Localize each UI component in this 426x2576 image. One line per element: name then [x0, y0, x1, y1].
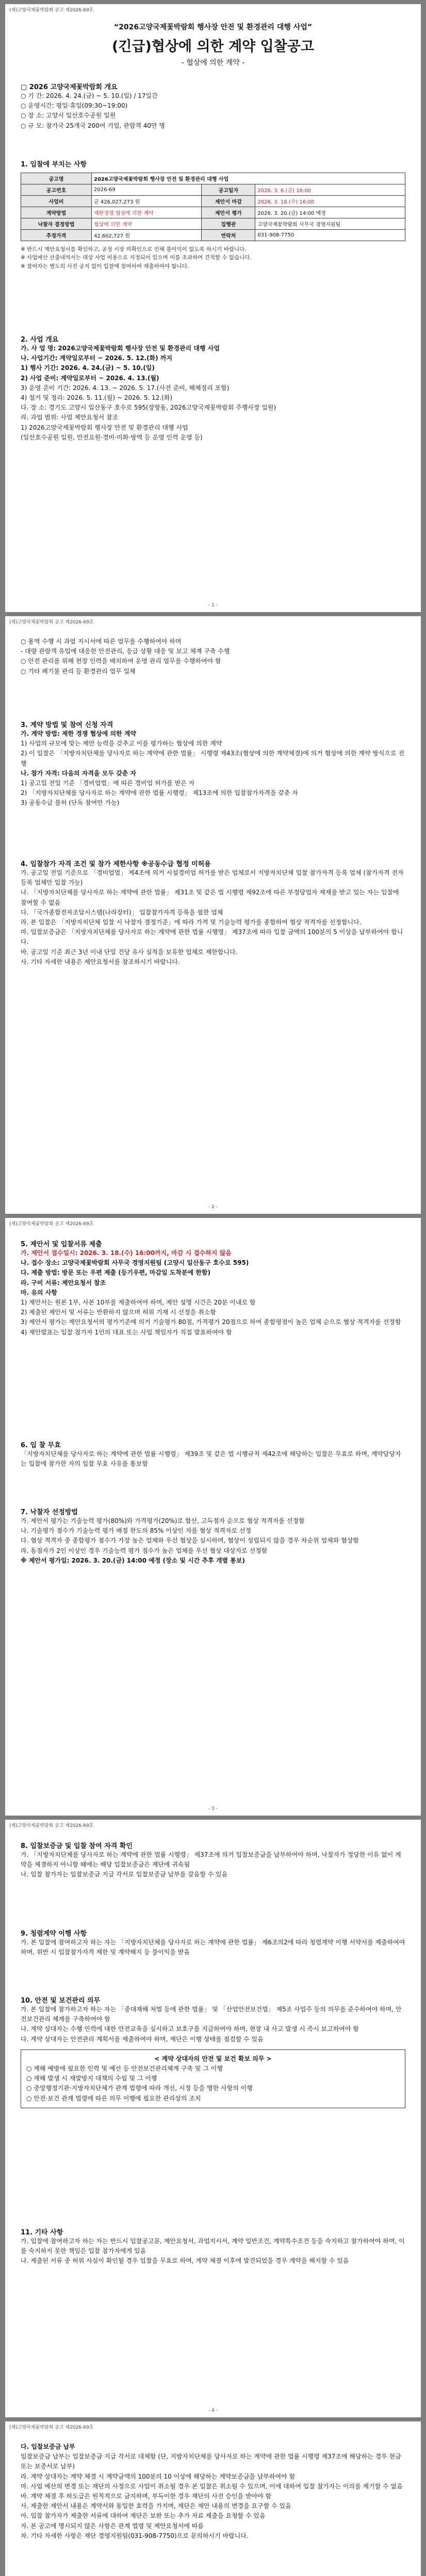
note: ※ 사업예산 산출내역서는 대상 사업 비용으로 지정되어 있으며 이를 초과하여 견적할 수 없습니다.: [21, 255, 252, 261]
list-item: 나. 입찰 참가자는 입찰보증금 지급 각서로 입찰보증금 납부를 갈음할 수 있음: [21, 1871, 228, 1878]
document-page-1: [5, 4, 421, 612]
list-item: 라. 동점자가 2인 이상인 경우 기술능력 평가 점수가 높은 업체를 우선 협상 대상자로 선정함: [21, 1547, 268, 1554]
list-item: 「지방자치단체를 당사자로 하는 계약에 관한 법률 시행령」 제39조 및 같은 법 시행규칙 제42조에 해당하는 입찰은 무효로 하며, 계약담당자는 입찰에 참가한 자의 입찰 무효 사유를 통보함: [21, 1450, 401, 1468]
list-item: 가. 제안서 접수일시: 2026. 3. 18.(수) 16:00까지, 마감 시 접수하지 않음: [21, 1249, 232, 1257]
page-subtitle: - 협상에 의한 계약 -: [181, 59, 245, 67]
note: ※ 반드시 제안요청서를 확인하고, 공정 시장 미확인으로 인해 불이익이 없도록 하시기 바랍니다.: [21, 246, 247, 252]
section-heading: 10. 안전 및 보건관리 의무: [21, 1997, 101, 2005]
bid-info-table: [21, 173, 405, 241]
page-number: - 2 -: [208, 1205, 218, 1210]
list-item: (일산호수공원 일원, 안전요원·경비·미화·방역 등 운영 인력 운영 등): [21, 433, 203, 441]
section-heading: 5. 제안서 및 입찰서류 제출: [21, 1241, 102, 1248]
section-heading: 9. 청렴계약 이행 사항: [21, 1930, 87, 1938]
list-item: 나. 제출된 서류 중 허위 사실이 확인될 경우 입찰을 무효로 하며, 계약 체결 이후에 발견되었을 경우 계약을 해지할 수 있음: [21, 2257, 349, 2265]
table-cell: 공고명: [21, 173, 92, 184]
table-cell: 낙찰자 결정방법: [21, 218, 92, 230]
list-item: 라. 구비 서류: 제안요청서 참조: [21, 1279, 106, 1286]
list-item: 라. 본 입찰은 「지방자치단체 입찰 시 낙찰자 결정기준」에 따라 가격 및 기술능력 평가를 종합하여 협상 적격자를 선정합니다.: [21, 918, 362, 926]
section-heading: 8. 입찰보증금 및 입찰 참여 자격 확인: [21, 1842, 133, 1850]
list-item: ○ 안전 관리를 위해 현장 인력을 배치하여 운영 관리 업무를 수행하여야 함: [21, 657, 221, 665]
list-item: 3) 공동수급 불허 (단독 참여만 가능): [21, 799, 120, 807]
page-header: (재)고양국제꽃박람회 공고 제2026-69호: [9, 2425, 94, 2430]
list-item: ○ 중앙행정기관·지방자치단체가 관계 법령에 따라 개선, 시정 등을 명한 사항의 이행: [26, 2084, 253, 2092]
list-item: 나. 기술평가 점수가 기술능력 평가 배점 한도의 85% 이상인 자를 협상 적격자로 선정: [21, 1527, 252, 1535]
list-item: 라. 계약 상대자는 계약 체결 시 계약금액의 100분의 10 이상에 해당하는 계약보증금을 납부하여야 함: [21, 2472, 296, 2480]
list-item: 사. 기타 자세한 내용은 제안요청서를 참조하시기 바랍니다.: [21, 958, 180, 965]
table-cell: 2026. 3. 18.(수) 16:00: [255, 196, 405, 207]
list-item: 가. 「지방자치단체를 당사자로 하는 계약에 관한 법률 시행령」 제37조에 의거 입찰보증금을 납부하여야 하며, 낙찰자가 정당한 이유 없이 계약을 체결하지 아니할 때에는 해당 입찰보증금은 재단에 귀속됨: [21, 1851, 401, 1869]
section-heading: 2. 사업 개요: [21, 336, 59, 344]
section-heading: 11. 기타 사항: [21, 2229, 63, 2236]
table-row: [21, 218, 405, 230]
page-number: - 4 -: [208, 2408, 218, 2413]
list-item: 가. 제안서 평가는 기술능력 평가(80%)와 가격평가(20%)로 합산, 고득점자 순으로 협상 적격자를 선정함: [21, 1517, 305, 1524]
list-item: 다. 협상 적격자 중 종합평가 점수가 가장 높은 업체와 우선 협상을 실시하며, 협상이 성립되지 않을 경우 차순위 업체와 협상함: [21, 1537, 359, 1545]
note: ※ 제안서 평가일: 2026. 3. 20.(금) 14:00 예정 (장소 및 시간 추후 개별 통보): [21, 1556, 245, 1564]
list-item: ○ 재해 예방에 필요한 인력 및 예산 등 안전보건관리체계 구축 및 그 이행: [26, 2064, 223, 2072]
document-page-3: [5, 1218, 421, 1816]
list-item: 나. 사업기간: 계약일로부터 ~ 2026. 5. 12.(화) 까지: [21, 354, 173, 362]
list-item: 1) 제안서는 원본 1부, 사본 10부를 제출하여야 하며, 제안 설명 시간은 20분 이내로 함: [21, 1298, 256, 1306]
list-item: 다. 입찰보증금 납부: [21, 2443, 75, 2450]
document-page-4: [5, 1820, 421, 2417]
box-title: < 계약 상대자의 안전 및 보건 확보 의무 >: [154, 2055, 272, 2062]
note: ※ 참여자는 별도의 사전 공지 없이 입찰에 참여하여 제출하여야 합니다.: [21, 263, 189, 269]
list-item: 1) 2026고양국제꽃박람회 행사장 안전 및 환경관리 대행 사업: [21, 423, 188, 431]
list-item: 2) 사업 준비: 계약일로부터 ~ 2026. 4. 13.(월): [21, 374, 159, 382]
table-cell: 사업비: [21, 196, 92, 207]
list-item: 가. 사 업 명: 2026고양국제꽃박람회 행사장 안전 및 환경관리 대행 사업: [21, 345, 220, 352]
obligation-box: [21, 2049, 405, 2108]
table-row: [21, 173, 405, 184]
section-heading: 7. 낙찰자 선정방법: [21, 1509, 78, 1516]
list-item: 1) 공고일 전일 기준 「경비업법」에 따른 경비업 허가를 받은 자: [21, 779, 195, 787]
list-item: ○ 안전·보건 관계 법령에 따른 의무 이행에 필요한 관리상의 조치: [26, 2094, 201, 2102]
table-row: [21, 230, 405, 241]
list-item: 다. 계약 상대자는 안전관리 계획서를 제출하여야 하며, 재단은 이행 상태를 점검할 수 있음: [21, 2035, 264, 2043]
list-item: 마. 사업 예산의 변경 또는 재단의 사정으로 사업이 취소될 경우 본 입찰은 취소될 수 있으며, 이에 대하여 입찰 참가자는 이의를 제기할 수 없음: [21, 2482, 403, 2490]
list-item: 자. 본 공고에 명시되지 않은 사항은 관계 법령 및 제안요청서에 따름: [21, 2522, 204, 2530]
section-heading: 6. 입 찰 무효: [21, 1442, 61, 1449]
notice-subject: “2026고양국제꽃박람회 행사장 안전 및 환경관리 대행 사업”: [113, 23, 313, 31]
table-row: [21, 184, 405, 196]
list-item: 입찰보증금 납부는 입찰보증금 지급 각서로 대체함 (단, 지방자치단체를 당사자로 하는 계약에 관한 법률 시행령 제37조에 해당하는 경우 현금 또는 보증서로 납부): [21, 2453, 401, 2470]
list-item: 2) 「지방자치단체를 당사자로 하는 계약에 관한 법률 시행령」 제13조에 의한 입찰참가자격을 갖춘 자: [21, 789, 298, 797]
list-item: 4) 철거 및 정리: 2026. 5. 11.(월) ~ 2026. 5. 12.(화): [21, 394, 173, 401]
table-cell: 연락처: [202, 230, 255, 241]
list-item: 다. 「국가종합전자조달시스템(나라장터)」 입찰참가자격 등록을 필한 업체: [21, 908, 223, 916]
list-item: 나. 계약 상대자는 수행 인력에 대한 안전교육을 실시하고 보호구를 지급하여야 하며, 현장 내 사고 발생 시 즉시 보고하여야 함: [21, 2025, 359, 2033]
list-item: 마. 유의 사항: [21, 1289, 57, 1296]
list-item: 아. 입찰 참가자가 제출한 서류에 대하여 재단은 보완 또는 추가 자료 제출을 요청할 수 있음: [21, 2512, 266, 2520]
table-cell: 2026. 3. 20.(금) 14:00 예정: [255, 207, 405, 218]
list-item: 차. 기타 자세한 사항은 재단 경영지원팀(031-908-7750)으로 문의하시기 바랍니다.: [21, 2532, 249, 2539]
table-cell: 제안서 마감: [202, 196, 255, 207]
table-cell: 2026-69: [92, 184, 202, 196]
table-cell: 2026. 3. 6.(금) 16:00: [255, 184, 405, 196]
list-item: 다. 제출 방법: 방문 또는 우편 제출 (등기우편, 마감일 도착분에 한함): [21, 1269, 211, 1277]
page-title: (긴급)협상에 의한 계약 입찰공고: [112, 39, 314, 55]
list-item: 가. 본 입찰에 참가하고자 하는 자는 「중대재해 처벌 등에 관한 법률」 및 「산업안전보건법」 제5조 사업주 등의 의무를 준수하여야 하며, 안전보건관리 체계를 구축하여야 함: [21, 2006, 402, 2023]
table-cell: 계약방법: [21, 207, 92, 218]
table-cell: 추정가격: [21, 230, 92, 241]
section-heading: 4. 입찰참가 자격 조건 및 참가 제한사항 ※공동수급 협정 미허용: [21, 860, 211, 868]
list-item: 가. 공고일 전일 기준으로 「경비업법」 제4조에 의거 시설경비업 허가를 받은 업체로서 지방자치단체 입찰 참가자격 등록 업체 (참가자격 전자 등록 업체만 입찰 가능): [21, 869, 404, 887]
list-item: 마. 입찰보증금은 「지방자치단체를 당사자로 하는 계약에 관한 법률 시행령」 제37조에 따라 입찰 금액의 100분의 5 이상을 납부하여야 합니다.: [21, 928, 403, 946]
list-item: 가. 계약 방법: 제한 경쟁 협상에 의한 계약: [21, 730, 137, 737]
page-header: (재)고양국제꽃박람회 공고 제2026-69호: [9, 620, 94, 625]
document-page-2: [5, 616, 421, 1214]
table-row: [21, 207, 405, 218]
list-item: ○ 운영시간: 평일·휴일(09:30~19:00): [21, 102, 128, 110]
list-item: - 대량 관람객 유입에 대응한 안전관리, 응급 상황 대응 및 보고 체계 구축 수행: [21, 648, 230, 655]
page-number: - 1 -: [208, 603, 218, 608]
section-heading: □ 2026 고양국제꽃박람회 개요: [21, 83, 118, 91]
list-item: 바. 계약 체결 후 하도급은 원칙적으로 금지하며, 부득이한 경우 재단의 사전 승인을 받아야 함: [21, 2492, 272, 2500]
list-item: 라. 과업 범위: 사업 제안요청서 참조: [21, 414, 119, 421]
list-item: 사. 제출한 제안서 내용은 계약서와 동일한 효력을 가지며, 재단은 제안 내용의 변경을 요구할 수 있음: [21, 2502, 291, 2510]
list-item: ○ 규 모: 참가국 25개국 200여 기업, 관람객 40만 명: [21, 122, 165, 129]
table-cell: 공고번호: [21, 184, 92, 196]
list-item: 4) 제안발표는 입찰 참가자 1인의 대표 또는 사업 책임자가 직접 발표하여야 함: [21, 1328, 232, 1336]
table-cell: 공고일자: [202, 184, 255, 196]
table-cell: 031-908-7750: [255, 230, 405, 241]
list-item: 다. 장 소: 경기도 고양시 일산동구 호수로 595(장항동, 2026고양국제꽃박람회 주행사장 일원): [21, 404, 276, 412]
document-page-5: [5, 2421, 421, 2576]
table-cell: 42,602,727 원: [92, 230, 202, 241]
list-item: 바. 공고일 기준 최근 3년 이내 단일 건당 유사 실적을 보유한 업체로 제한합니다.: [21, 948, 238, 956]
list-item: ○ 장 소: 고양시 일산호수공원 일원: [21, 112, 116, 120]
list-item: ○ 기 간: 2026. 4. 24.(금) ~ 5. 10.(일) / 17일간: [21, 92, 158, 99]
table-cell: 제한경쟁 협상에 의한 계약: [92, 207, 202, 218]
section-heading: 1. 입찰에 부치는 사항: [21, 161, 87, 168]
list-item: 2) 제출된 제안서 및 서류는 반환하지 않으며 허위 기재 시 선정을 취소함: [21, 1309, 216, 1316]
page-number: - 3 -: [208, 1806, 218, 1811]
list-item: ○ 기타 폐기물 관리 등 환경관리 업무 일체: [21, 667, 136, 675]
section-heading: 3. 계약 방법 및 참여 신청 자격: [21, 721, 113, 729]
table-cell: 2026고양국제꽃박람회 행사장 안전 및 환경관리 대행 사업: [92, 173, 405, 184]
page-header: (재)고양국제꽃박람회 공고 제2026-69호: [9, 8, 94, 13]
list-item: 2) 이 입찰은 「지방자치단체를 당사자로 하는 계약에 관한 법률」 시행령 제43조(협상에 의한 계약체결)에 의거 협상에 의한 계약 방식으로 진행: [21, 750, 404, 767]
list-item: 1) 행사 기간: 2026. 4. 24.(금) ~ 5. 10.(일): [21, 364, 155, 372]
page-header: (재)고양국제꽃박람회 공고 제2026-69호: [9, 1222, 94, 1227]
table-cell: 집행관: [202, 218, 255, 230]
list-item: 1) 사업의 규모에 맞는 제안 능력을 갖추고 이를 평가하는 협상에 의한 계약: [21, 740, 222, 748]
table-cell: 협상에 의한 계약: [92, 218, 202, 230]
list-item: 3) 운영 준비 기간: 2026. 4. 13. ~ 2026. 5. 17.(사전 준비, 해체정리 포함): [21, 384, 230, 392]
list-item: 나. 참가 자격: 다음의 자격을 모두 갖춘 자: [21, 769, 137, 777]
page-header: (재)고양국제꽃박람회 공고 제2026-69호: [9, 1823, 94, 1828]
list-item: 가. 본 입찰에 참여하고자 하는 자는 「지방자치단체를 당사자로 하는 계약에 관한 법률」 제6조의2에 따라 청렴계약 이행 서약서를 제출하여야 하며, 위반 시 입찰참가자격 제한 및 계약해지 등 불이익을 받음: [21, 1939, 405, 1956]
table-cell: 금 426,027,273 원: [92, 196, 202, 207]
table-cell: 고양국제꽃박람회 사무국 경영지원팀: [255, 218, 405, 230]
table-row: [21, 196, 405, 207]
table-cell: 제안서 평가: [202, 207, 255, 218]
list-item: 가. 입찰에 참여하고자 하는 자는 반드시 입찰공고문, 제안요청서, 과업지시서, 계약 일반조건, 계약특수조건 등을 숙지하고 참가하여야 하며, 이를 숙지하지 못한 책임은 입찰 참가자에게 있음: [21, 2238, 405, 2255]
list-item: 나. 「지방자치단체를 당사자로 하는 계약에 관한 법률」 제31조 및 같은 법 시행령 제92조에 따른 부정당업자 제재를 받고 있는 자는 입찰에 참여할 수 없음: [21, 889, 399, 906]
list-item: 나. 접수 장소: 고양국제꽃박람회 사무국 경영지원팀 (고양시 일산동구 호수로 595): [21, 1259, 249, 1267]
list-item: ○ 용역 수행 시 과업 지시서에 따른 업무를 수행하여야 하며: [21, 638, 182, 645]
list-item: 3) 제안서 평가는 제안요청서의 평가기준에 의거 기술평가 80점, 가격평가 20점으로 하여 종합평점이 높은 업체 순으로 협상 적격자를 선정함: [21, 1318, 401, 1326]
list-item: ○ 재해 발생 시 재발방지 대책의 수립 및 그 이행: [26, 2075, 157, 2082]
